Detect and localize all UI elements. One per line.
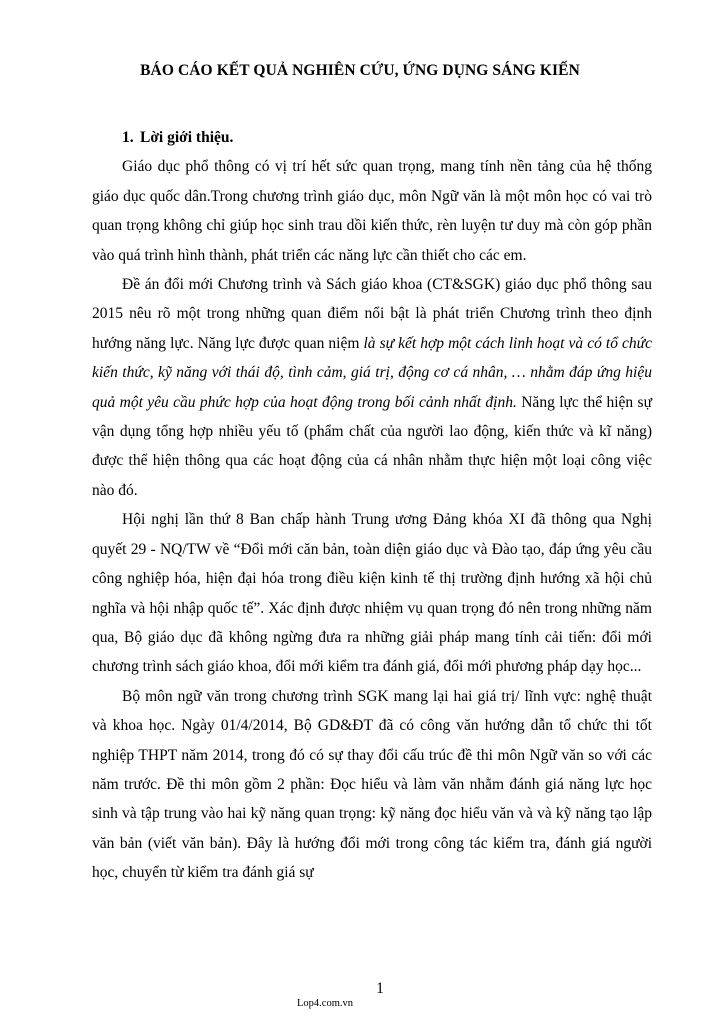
section-heading (92, 123, 652, 152)
document-title: BÁO CÁO KẾT QUẢ NGHIÊN CỨU, ỨNG DỤNG SÁNG KIẾN (140, 62, 580, 79)
paragraph-4: Bộ môn ngữ văn trong chương trình SGK mang lại hai giá trị/ lĩnh vực: nghệ thuật và khoa học. Ngày 01/4/2014, Bộ GD&ĐT đã có công văn hướng dẫn tổ chức thi tốt nghiệp THPT năm 2014, trong đó có sự thay đổi cấu trúc đề thi môn Ngữ văn so với các năm trước. Đề thi môn gồm 2 phần: Đọc hiểu và làm văn nhằm đánh giá năng lực học sinh và tập trung vào hai kỹ năng quan trọng: kỹ năng đọc hiểu văn và và kỹ năng tạo lập văn bản (viết văn bản). Đây là hướng đổi mới trong công tác kiểm tra, đánh giá người học, chuyển từ kiểm tra đánh giá sự (92, 687, 652, 882)
paragraph-2-text-start: Đề án đổi mới Chương trình và Sách giáo khoa (CT&SGK) giáo dục phổ thông sau 2015 nêu rõ một trong những quan điểm nổi bật là phát triển Chương trình theo định hướng năng lực. Năng lực được quan niệm (92, 276, 652, 352)
section-number: 1. (122, 129, 134, 146)
document-body (92, 123, 652, 888)
footer-site: Lop4.com.vn (297, 998, 353, 1009)
paragraph-3: Hội nghị lần thứ 8 Ban chấp hành Trung ương Đảng khóa XI đã thông qua Nghị quyết 29 - NQ/TW về “Đổi mới căn bản, toàn diện giáo dục và Đào tạo, đáp ứng yêu cầu công nghiệp hóa, hiện đại hóa trong điều kiện kinh tế thị trường định hướng xã hội chủ nghĩa và hội nhập quốc tế”. Xác định được nhiệm vụ quan trọng đó nên trong những năm qua, Bộ giáo dục đã không ngừng đưa ra những giải pháp mang tính cải tiến: đổi mới chương trình sách giáo khoa, đổi mới kiểm tra đánh giá, đổi mới phương pháp dạy học... (92, 511, 652, 676)
paragraph-2-text-end: Năng lực thể hiện sự vận dụng tổng hợp nhiều yếu tố (phẩm chất của người lao động, kiến thức và kĩ năng) được thể hiện thông qua các hoạt động của cá nhân nhằm thực hiện một loại công việc nào đó. (92, 393, 652, 499)
page-number: 1 (376, 980, 384, 997)
paragraph-2 (92, 270, 652, 505)
competency-definition-italic: là sự kết hợp một cách linh hoạt và có tổ chức kiến thức, kỹ năng với thái độ, tình cảm, giá trị, động cơ cá nhân, … nhằm đáp ứng hiệu quả một yêu cầu phức hợp của hoạt động trong bối cảnh nhất định. (92, 334, 653, 411)
paragraph-1: Giáo dục phổ thông có vị trí hết sức quan trọng, mang tính nền tảng của hệ thống giáo dục quốc dân.Trong chương trình giáo dục, môn Ngữ văn là một môn học có vai trò quan trọng không chỉ giúp học sinh trau dồi kiến thức, rèn luyện tư duy mà còn góp phần vào quá trình hình thành, phát triển các năng lực cần thiết cho các em. (92, 158, 652, 264)
section-heading-text: Lời giới thiệu. (140, 129, 234, 146)
